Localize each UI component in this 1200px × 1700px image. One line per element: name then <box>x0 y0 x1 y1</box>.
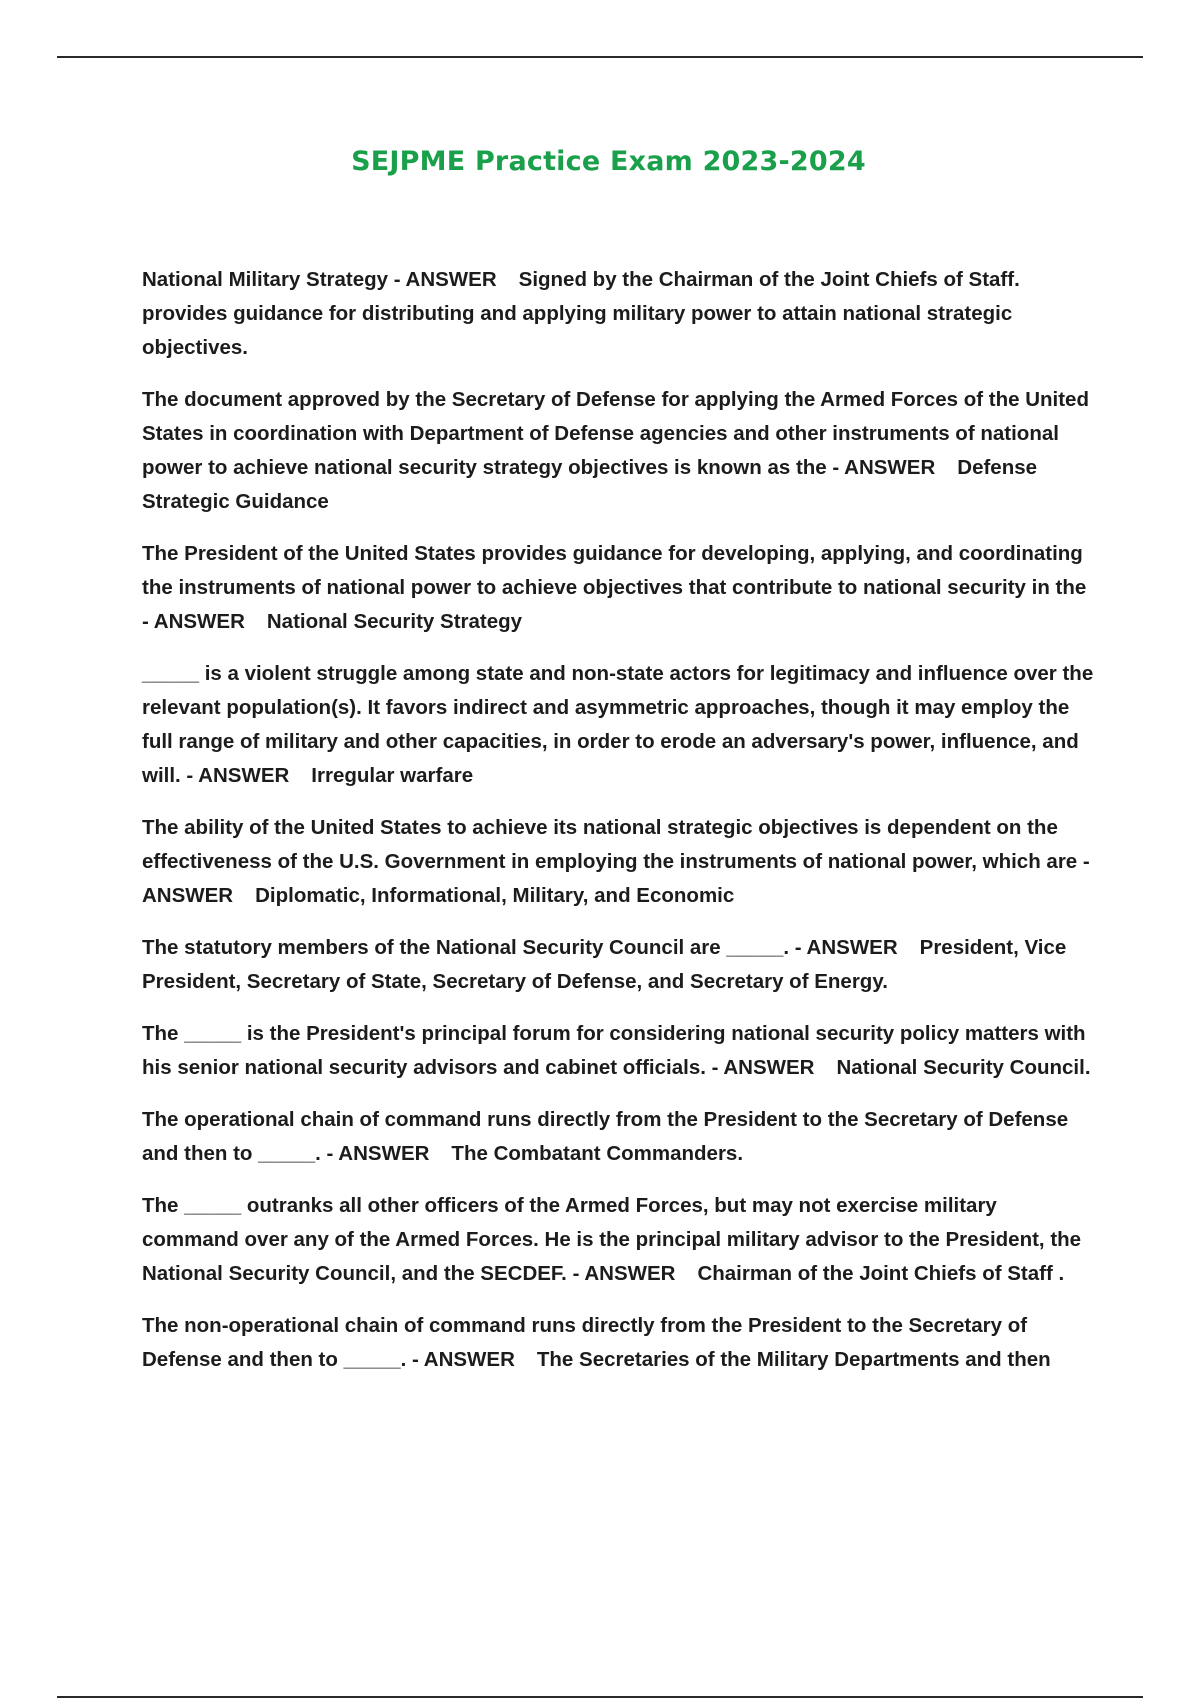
qa-item <box>142 1017 1094 1085</box>
qa-question: The non-operational chain of command runs directly from the President to the Secretary of Defense and then to _____. - ANSWER <box>142 1314 1028 1371</box>
qa-question: The ability of the United States to achieve its national strategic objectives is dependent on the effectiveness of the U.S. Government in employing the instruments of national power, which are - ANSWER <box>142 816 1090 907</box>
qa-item <box>142 383 1094 519</box>
qa-item <box>142 537 1094 639</box>
qa-answer: The Secretaries of the Military Departments and then <box>536 1348 1051 1371</box>
qa-answer: The Combatant Commanders. <box>451 1142 744 1165</box>
qa-item <box>142 1309 1094 1377</box>
qa-answer: National Security Council. <box>836 1056 1091 1079</box>
qa-question: The operational chain of command runs directly from the President to the Secretary of Defense and then to _____. - ANSWER <box>142 1108 1069 1165</box>
qa-answer: Defense Strategic Guidance <box>142 456 1038 513</box>
qa-item <box>142 1189 1094 1291</box>
qa-list <box>142 263 1094 1395</box>
qa-item <box>142 263 1094 365</box>
qa-item <box>142 931 1094 999</box>
qa-item <box>142 811 1094 913</box>
qa-question: The _____ outranks all other officers of the Armed Forces, but may not exercise military command over any of the Armed Forces. He is the principal military advisor to the President, the National Security Council, and the SECDEF. - ANSWER <box>142 1194 1082 1285</box>
qa-answer: Irregular warfare <box>311 764 474 787</box>
qa-item <box>142 1103 1094 1171</box>
bottom-divider <box>57 1696 1143 1698</box>
qa-answer: National Security Strategy <box>266 610 523 633</box>
qa-question: The document approved by the Secretary of Defense for applying the Armed Forces of the United States in coordination with Department of Defense agencies and other instruments of national power to achieve national security strategy objectives is known as the - ANSWER <box>142 388 1089 479</box>
qa-question: The statutory members of the National Security Council are _____. - ANSWER <box>142 936 898 959</box>
qa-question: _____ is a violent struggle among state and non-state actors for legitimacy and influence over the relevant population(s). It favors indirect and asymmetric approaches, though it may employ the full range of military and other capacities, in order to erode an adversary's power, influence, and will. - ANSWER <box>142 662 1094 787</box>
qa-item <box>142 657 1094 793</box>
qa-answer: Signed by the Chairman of the Joint Chiefs of Staff. provides guidance for distributing and applying military power to attain national strategic objectives. <box>142 268 1020 359</box>
document-title: SEJPME Practice Exam 2023-2024 <box>351 146 866 177</box>
qa-question: The President of the United States provides guidance for developing, applying, and coordinating the instruments of national power to achieve objectives that contribute to national security in the - ANSWER <box>142 542 1087 633</box>
top-divider <box>57 56 1143 58</box>
qa-question: National Military Strategy - ANSWER <box>142 268 497 291</box>
qa-answer: President, Vice President, Secretary of State, Secretary of Defense, and Secretary of Energy. <box>142 936 1067 993</box>
qa-question: The _____ is the President's principal forum for considering national security policy matters with his senior national security advisors and cabinet officials. - ANSWER <box>142 1022 1086 1079</box>
qa-answer: Chairman of the Joint Chiefs of Staff . <box>697 1262 1065 1285</box>
qa-answer: Diplomatic, Informational, Military, and Economic <box>255 884 735 907</box>
